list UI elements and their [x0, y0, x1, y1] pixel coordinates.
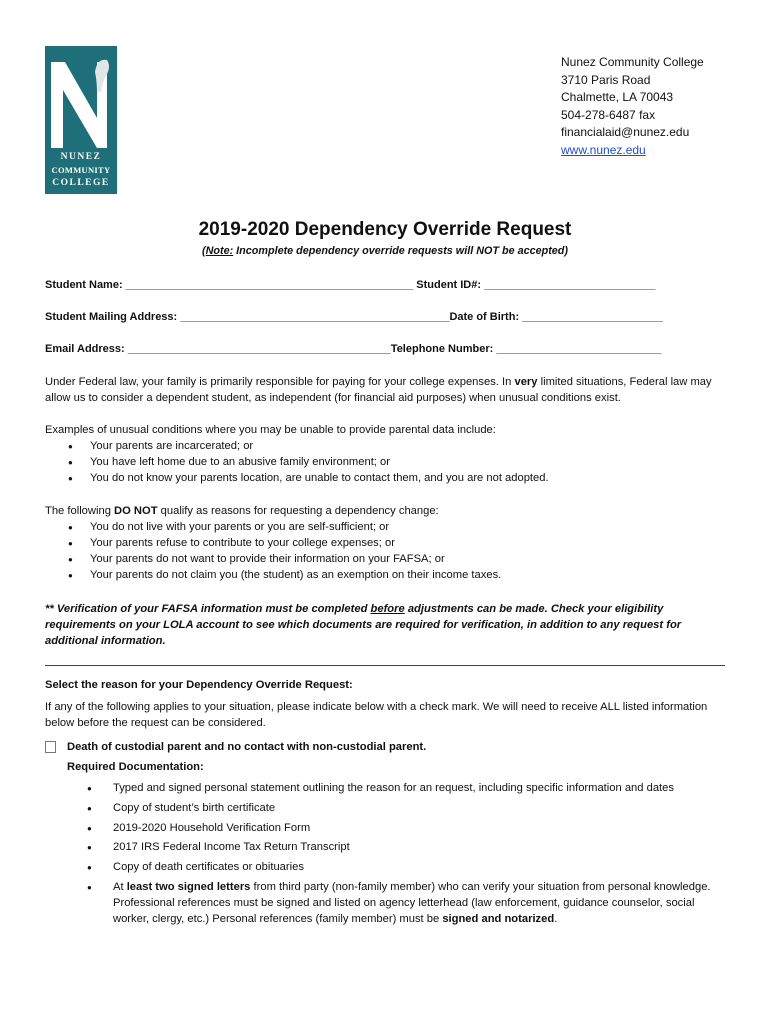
- page-title: 2019-2020 Dependency Override Request: [198, 219, 572, 240]
- college-logo: [45, 46, 117, 194]
- mailing-dob-field[interactable]: Student Mailing Address: ____________________________________________Date of Birth: _______________________: [45, 311, 663, 323]
- list-item: ● Your parents refuse to contribute to your college expenses; or: [45, 535, 501, 551]
- select-reason-heading: Select the reason for your Dependency Override Request:: [45, 679, 353, 691]
- street-address: 3710 Paris Road: [561, 72, 651, 87]
- examples-heading: Examples of unusual conditions where you may be unable to provide parental data include:: [45, 424, 496, 436]
- death-parent-checkbox[interactable]: [45, 741, 56, 753]
- list-item: ● You do not live with your parents or you are self-sufficient; or: [45, 519, 501, 535]
- list-item: ● Typed and signed personal statement outlining the reason for an request, including specific information and dates: [67, 780, 717, 796]
- not-qualify-heading: The following DO NOT qualify as reasons for requesting a dependency change:: [45, 505, 439, 517]
- website-link[interactable]: www.nunez.edu: [561, 142, 646, 157]
- college-name: Nunez Community College: [561, 55, 704, 69]
- section-divider: [45, 665, 725, 666]
- list-item: ● You have left home due to an abusive family environment; or: [45, 454, 549, 470]
- logo-wordmark: [45, 151, 117, 190]
- list-item: ● 2019-2020 Household Verification Form: [67, 820, 717, 836]
- required-documentation-list: [67, 780, 717, 931]
- note-text: Incomplete dependency override requests will NOT be accepted): [233, 245, 568, 257]
- intro-paragraph: Under Federal law, your family is primarily responsible for paying for your college expenses. In very limited situations, Federal law may allow us to consider a dependent student, as independent (for financial aid purposes) when unusual conditions exist.: [45, 376, 712, 404]
- list-item: ● Your parents do not claim you (the student) as an exemption on their income taxes.: [45, 567, 501, 583]
- verification-notice: ** Verification of your FAFSA information must be completed before adjustments can be made. Check your eligibility requirements on your LOLA account to see which documents are required for verification, in addition to any request for additional information.: [45, 603, 682, 647]
- list-item: ● Your parents are incarcerated; or: [45, 438, 549, 454]
- email-phone-field[interactable]: Email Address: ___________________________________________Telephone Number: ___________________________: [45, 343, 662, 355]
- address-block: [561, 54, 704, 160]
- list-item: ● At least two signed letters from third party (non-family member) who can verify your situation from personal knowledge. Professional references must be signed and listed on agency letterhead (law enforcement, guidance counselor, social worker, clergy, etc.) Personal references (family member) must be signed and notarized.: [67, 879, 717, 927]
- list-item: ● You do not know your parents location, are unable to contact them, and you are not adopted.: [45, 470, 549, 486]
- logo-line1: NUNEZ: [60, 152, 102, 162]
- required-documentation-label: Required Documentation:: [67, 761, 204, 773]
- examples-list: [45, 438, 549, 486]
- logo-n-mark: [45, 52, 117, 152]
- city-state-zip: Chalmette, LA 70043: [561, 90, 674, 105]
- list-item: ● 2017 IRS Federal Income Tax Return Transcript: [67, 839, 717, 855]
- death-parent-heading: Death of custodial parent and no contact with non-custodial parent.: [67, 741, 427, 753]
- list-item: ● Your parents do not want to provide their information on your FAFSA; or: [45, 551, 501, 567]
- list-item: ● Copy of student’s birth certificate: [67, 800, 717, 816]
- list-item: ● Copy of death certificates or obituaries: [67, 859, 717, 875]
- select-reason-text: If any of the following applies to your situation, please indicate below with a check mark. We will need to receive ALL listed information below before the request can be considered.: [45, 701, 708, 729]
- student-name-id-field[interactable]: Student Name: _______________________________________________ Student ID#: ____________________________: [45, 279, 656, 291]
- note-line: (Note: Incomplete dependency override requests will NOT be accepted): [201, 245, 568, 257]
- fax-number: 504-278-6487 fax: [561, 107, 656, 122]
- logo-line2: COMMUNITY: [51, 165, 111, 175]
- note-label: Note:: [205, 245, 234, 257]
- logo-line3: COLLEGE: [52, 178, 110, 188]
- not-qualify-list: [45, 519, 501, 583]
- email-address: financialaid@nunez.edu: [561, 125, 690, 140]
